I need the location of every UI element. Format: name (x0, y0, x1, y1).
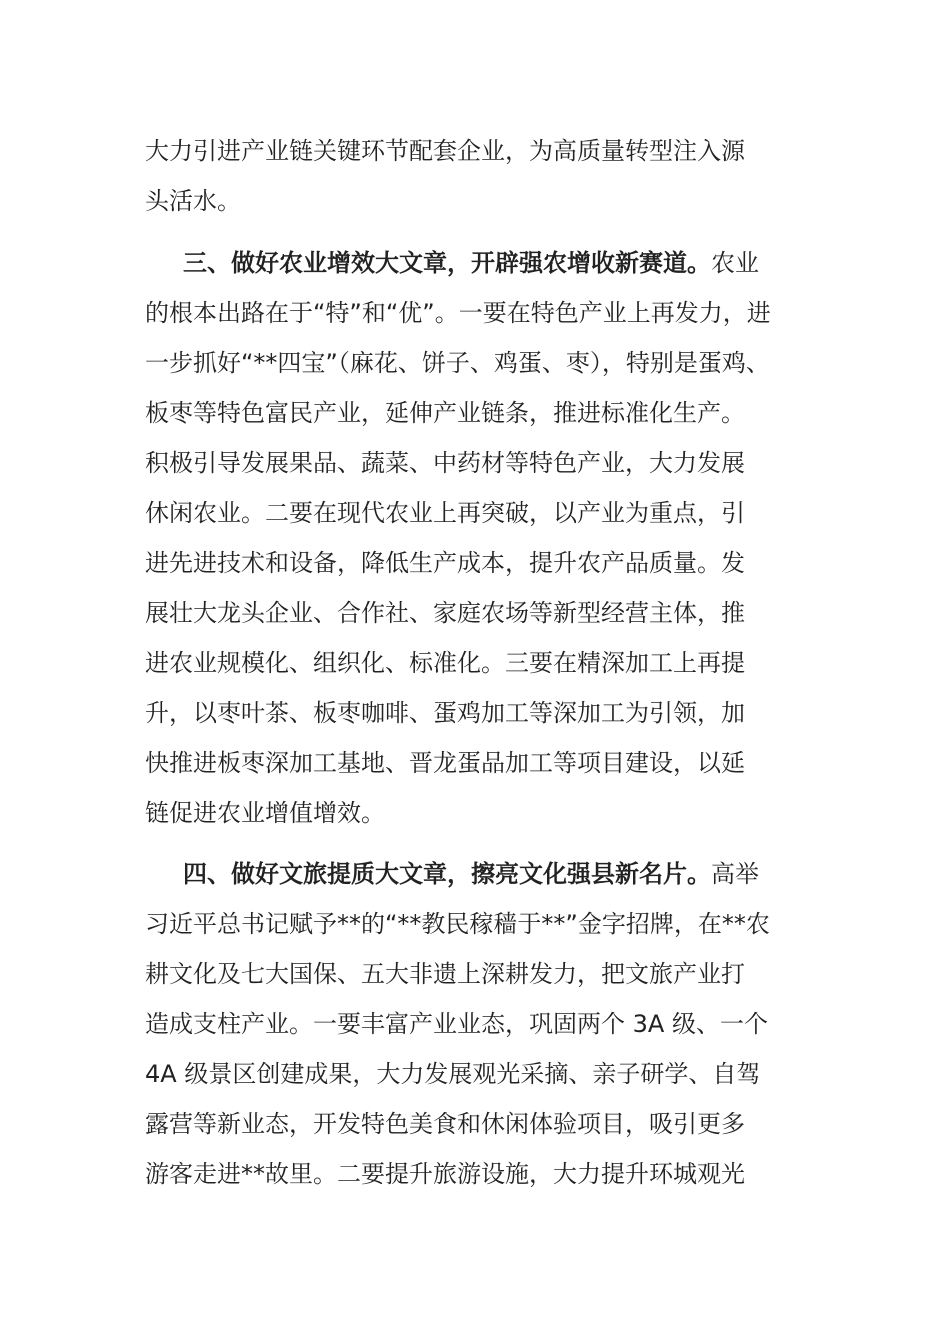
text-line: 快推进板枣深加工基地、晋龙蛋品加工等项目建设，以延 (145, 749, 745, 777)
text-line: 休闲农业。二要在现代农业上再突破，以产业为重点，引 (145, 499, 745, 527)
text-line: 的根本出路在于“特”和“优”。一要在特色产业上再发力，进 (145, 299, 771, 327)
text-run: 农业 (711, 249, 759, 277)
text-line: 一步抓好“**四宝”（麻花、饼子、鸡蛋、枣），特别是蛋鸡、 (145, 349, 770, 377)
text-line: 升，以枣叶茶、板枣咖啡、蛋鸡加工等深加工为引领，加 (145, 699, 745, 727)
text-line: 进先进技术和设备，降低生产成本，提升农产品质量。发 (145, 549, 745, 577)
text-line: 习近平总书记赋予**的“**教民稼穑于**”金字招牌，在**农 (145, 910, 770, 938)
text-line: 板枣等特色富民产业，延伸产业链条，推进标准化生产。 (145, 399, 745, 427)
section-heading-3: 三、做好农业增效大文章，开辟强农增收新赛道。 (183, 249, 711, 277)
text-line: 耕文化及七大国保、五大非遗上深耕发力，把文旅产业打 (145, 960, 745, 988)
text-line: 进农业规模化、组织化、标准化。三要在精深加工上再提 (145, 649, 745, 677)
text-line: 露营等新业态，开发特色美食和休闲体验项目，吸引更多 (145, 1110, 745, 1138)
text-line: 造成支柱产业。一要丰富产业业态，巩固两个 3A 级、一个 (145, 1010, 768, 1038)
text-line: 游客走进**故里。二要提升旅游设施，大力提升环城观光 (145, 1160, 745, 1188)
text-line: 积极引导发展果品、蔬菜、中药材等特色产业，大力发展 (145, 449, 745, 477)
section-heading-4: 四、做好文旅提质大文章，擦亮文化强县新名片。 (183, 860, 711, 888)
text-run: 高举 (711, 860, 759, 888)
text-line: 大力引进产业链关键环节配套企业，为高质量转型注入源 (145, 137, 745, 165)
text-line: 展壮大龙头企业、合作社、家庭农场等新型经营主体，推 (145, 599, 745, 627)
section-heading-line (183, 859, 825, 889)
text-line: 4A 级景区创建成果，大力发展观光采摘、亲子研学、自驾 (145, 1060, 761, 1088)
text-line: 链促进农业增值增效。 (145, 799, 385, 827)
section-heading-line (183, 248, 825, 278)
text-line: 头活水。 (145, 187, 241, 215)
